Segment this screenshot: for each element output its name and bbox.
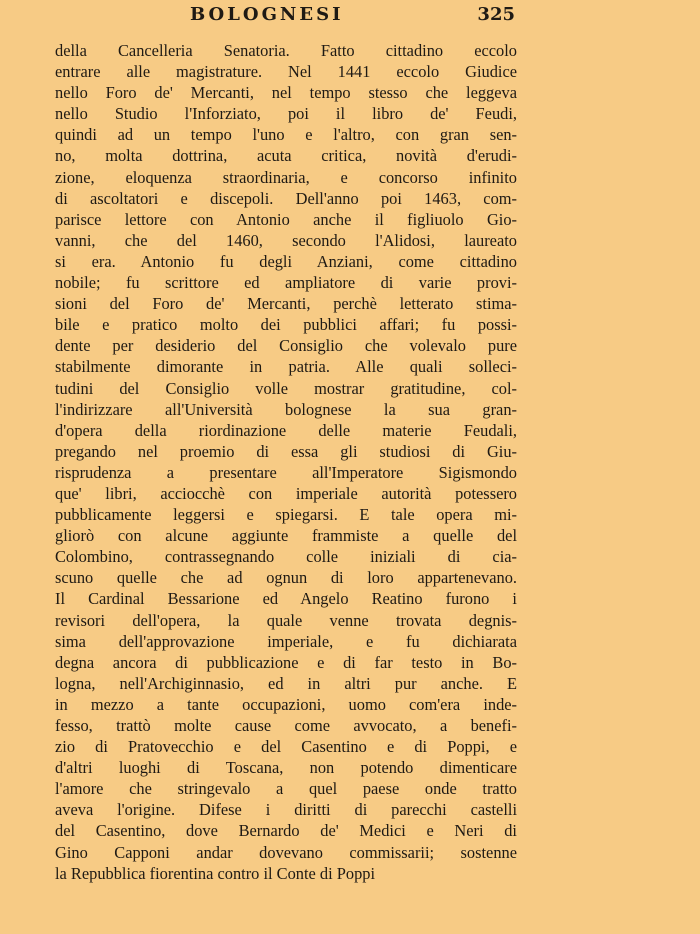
text-line: l'indirizzare all'Università bolognese la sua gran- xyxy=(55,399,517,419)
text-line: di ascoltatori e discepoli. Dell'anno poi 1463, com- xyxy=(55,188,517,208)
text-line: tudini del Consiglio volle mostrar gratitudine, col- xyxy=(55,378,517,398)
text-line: revisori dell'opera, la quale venne trovata degnis- xyxy=(55,610,517,630)
text-line: aveva l'origine. Difese i diritti di parecchi castelli xyxy=(55,800,517,820)
text-line: bile e pratico molto dei pubblici affari; fu possi- xyxy=(55,315,517,335)
text-line: si era. Antonio fu degli Anziani, come cittadino xyxy=(55,251,517,271)
page-number: 325 xyxy=(477,4,515,25)
text-line: d'opera della riordinazione delle materie Feudali, xyxy=(55,420,517,440)
text-line: l'amore che stringevalo a quel paese onde tratto xyxy=(55,779,517,799)
text-line: que' libri, acciocchè con imperiale autorità potessero xyxy=(55,483,517,503)
text-line: Gino Capponi andar dovevano commissarii; sostenne xyxy=(55,842,517,862)
text-line: risprudenza a presentare all'Imperatore Sigismondo xyxy=(55,462,517,482)
running-title: BOLOGNESI xyxy=(190,4,344,25)
text-line: zione, eloquenza straordinaria, e concorso infinito xyxy=(55,167,517,187)
text-line: sima dell'approvazione imperiale, e fu dichiarata xyxy=(55,631,517,651)
text-line: la Repubblica fiorentina contro il Conte di Poppi xyxy=(55,863,376,883)
text-line: vanni, che del 1460, secondo l'Alidosi, laureato xyxy=(55,230,517,250)
text-line: entrare alle magistrature. Nel 1441 eccolo Giudice xyxy=(55,62,517,82)
text-line: d'altri luoghi di Toscana, non potendo dimenticare xyxy=(55,758,517,778)
text-line: nobile; fu scrittore ed ampliatore di varie provi- xyxy=(55,273,517,293)
page-header xyxy=(55,4,515,30)
text-line: no, molta dottrina, acuta critica, novità d'erudi- xyxy=(55,146,517,166)
text-line: pubblicamente leggersi e spiegarsi. E tale opera mi- xyxy=(55,505,517,525)
text-line: scuno quelle che ad ognun di loro appartenevano. xyxy=(55,568,517,588)
text-line: Il Cardinal Bessarione ed Angelo Reatino furono i xyxy=(55,589,517,609)
body-text xyxy=(55,40,517,884)
text-line: sioni del Foro de' Mercanti, perchè letterato stima- xyxy=(55,294,517,314)
text-line: pregando nel proemio di essa gli studiosi di Giu- xyxy=(55,441,517,461)
text-line: quindi ad un tempo l'uno e l'altro, con gran sen- xyxy=(55,125,517,145)
text-line: della Cancelleria Senatoria. Fatto cittadino eccolo xyxy=(55,41,517,60)
text-line: zio di Pratovecchio e del Casentino e di Poppi, e xyxy=(55,737,517,757)
text-line: fesso, trattò molte cause come avvocato, a benefi- xyxy=(55,716,517,735)
text-line: Colombino, contrassegnando colle iniziali di cia- xyxy=(55,547,517,567)
text-line: gliorò con alcune aggiunte frammiste a quelle del xyxy=(55,526,517,546)
text-line: stabilmente dimorante in patria. Alle quali solleci- xyxy=(55,357,517,377)
text-line: del Casentino, dove Bernardo de' Medici e Neri di xyxy=(55,821,517,841)
text-line: logna, nell'Archiginnasio, ed in altri pur anche. E xyxy=(55,673,517,693)
text-line: nello Studio l'Inforziato, poi il libro de' Feudi, xyxy=(55,104,517,124)
text-line: nello Foro de' Mercanti, nel tempo stesso che leggeva xyxy=(55,83,517,103)
text-line: degna ancora di pubblicazione e di far testo in Bo- xyxy=(55,652,517,672)
text-line: dente per desiderio del Consiglio che volevalo pure xyxy=(55,336,517,356)
text-line: in mezzo a tante occupazioni, uomo com'era inde- xyxy=(55,694,517,714)
text-line: parisce lettore con Antonio anche il figliuolo Gio- xyxy=(55,209,517,229)
